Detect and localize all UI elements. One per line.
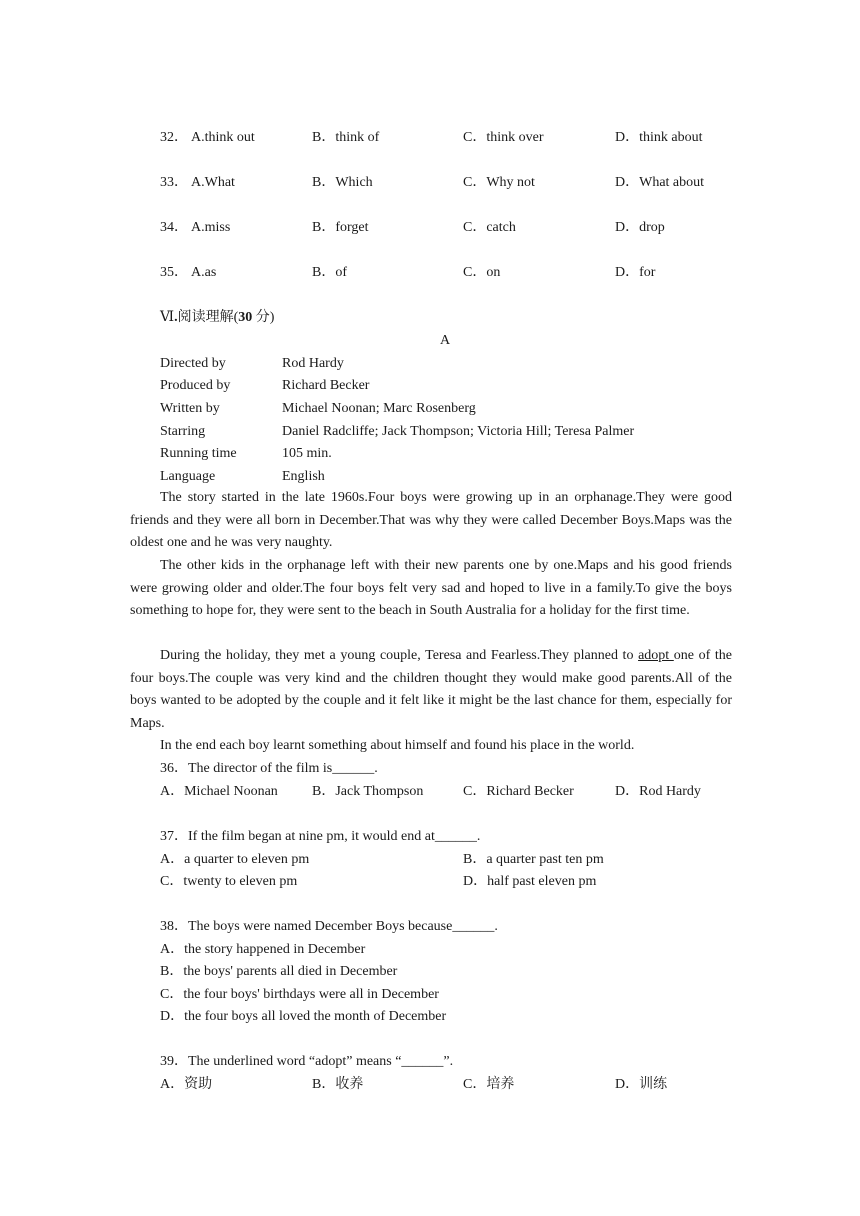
question-stem: 36．The director of the film is______.: [160, 761, 378, 776]
info-value: English: [282, 469, 325, 484]
option-c: C．twenty to eleven pm: [160, 874, 298, 889]
option-d: D．for: [615, 265, 656, 280]
info-value: Michael Noonan; Marc Rosenberg: [282, 401, 476, 416]
info-value: Daniel Radcliffe; Jack Thompson; Victoria Hill; Teresa Palmer: [282, 424, 635, 439]
option-a: A.as: [191, 265, 217, 280]
paragraph-1: The story started in the late 1960s.Four boys were growing up in an orphanage.They were good friends and they were all born in December.That was why they were called December Boys.Maps was the oldest one and he was very naughty.: [130, 490, 732, 551]
info-label: Directed by: [160, 356, 226, 371]
option-c: C．Richard Becker: [463, 784, 574, 799]
option-d: D．Rod Hardy: [615, 784, 701, 799]
question-stem: 39．The underlined word “adopt” means “______”.: [160, 1054, 454, 1069]
option-d: D．half past eleven pm: [463, 874, 597, 889]
section-roman: Ⅵ: [160, 310, 175, 325]
info-value: 105 min.: [282, 446, 332, 461]
option-c: C．the four boys' birthdays were all in December: [160, 987, 439, 1002]
option-a: A．Michael Noonan: [160, 784, 278, 799]
option-a: A．the story happened in December: [160, 942, 366, 957]
option-d: D．think about: [615, 130, 703, 145]
paragraph-3-end: one of the four boys.The couple was very kind and the children thought they would make good parents.All of the boys wanted to be adopted by the couple and it felt like it might be the last chance for them, especially for Maps.: [130, 648, 732, 731]
section-title: 阅读理解: [177, 310, 234, 325]
option-b: B．a quarter past ten pm: [463, 852, 604, 867]
option-d: D．drop: [615, 220, 665, 235]
option-a: A.miss: [191, 220, 231, 235]
option-c: C．catch: [463, 220, 516, 235]
option-b: B．收养: [312, 1077, 364, 1092]
question-stem: 37．If the film began at nine pm, it would end at______.: [160, 829, 481, 844]
section-paren-close: 分): [252, 310, 275, 325]
passage-label: A: [439, 333, 451, 348]
option-a: A.What: [191, 175, 235, 190]
section-heading: [160, 309, 274, 327]
question-number: 34．: [160, 220, 188, 235]
option-c: C．培养: [463, 1077, 515, 1092]
underlined-word-adopt: adopt: [638, 648, 674, 663]
option-b: B．forget: [312, 220, 369, 235]
info-value: Richard Becker: [282, 378, 370, 393]
option-d: D．What about: [615, 175, 705, 190]
info-label: Language: [160, 469, 216, 484]
option-b: B．of: [312, 265, 347, 280]
paragraph-4: In the end each boy learnt something about himself and found his place in the world.: [160, 738, 635, 753]
info-label: Produced by: [160, 378, 231, 393]
paragraph-3: [130, 645, 732, 735]
option-d: D．训练: [615, 1077, 668, 1092]
option-c: C．think over: [463, 130, 544, 145]
option-d: D．the four boys all loved the month of December: [160, 1009, 447, 1024]
info-label: Written by: [160, 401, 220, 416]
option-b: B．Which: [312, 175, 373, 190]
question-number: 33．: [160, 175, 188, 190]
option-a: A．a quarter to eleven pm: [160, 852, 310, 867]
option-a: A.think out: [191, 130, 255, 145]
option-a: A．资助: [160, 1077, 213, 1092]
question-stem: 38．The boys were named December Boys because______.: [160, 919, 498, 934]
option-c: C．Why not: [463, 175, 535, 190]
info-label: Starring: [160, 424, 206, 439]
info-value: Rod Hardy: [282, 356, 344, 371]
option-b: B．the boys' parents all died in December: [160, 964, 398, 979]
section-paren-open: (: [233, 310, 239, 325]
info-label: Running time: [160, 446, 237, 461]
option-b: B．Jack Thompson: [312, 784, 424, 799]
question-number: 35．: [160, 265, 188, 280]
option-b: B．think of: [312, 130, 380, 145]
section-score: 30: [238, 310, 253, 325]
paragraph-2: The other kids in the orphanage left with their new parents one by one.Maps and his good friends were growing older and older.The four boys felt very sad and hoped to live in a family.To give the boys something to hope for, they were sent to the beach in South Australia for a holiday for the first time.: [130, 558, 732, 619]
question-number: 32．: [160, 130, 188, 145]
option-c: C．on: [463, 265, 501, 280]
paragraph-3-start: During the holiday, they met a young couple, Teresa and Fearless.They planned to: [160, 648, 639, 663]
section-dot: .: [174, 310, 178, 325]
